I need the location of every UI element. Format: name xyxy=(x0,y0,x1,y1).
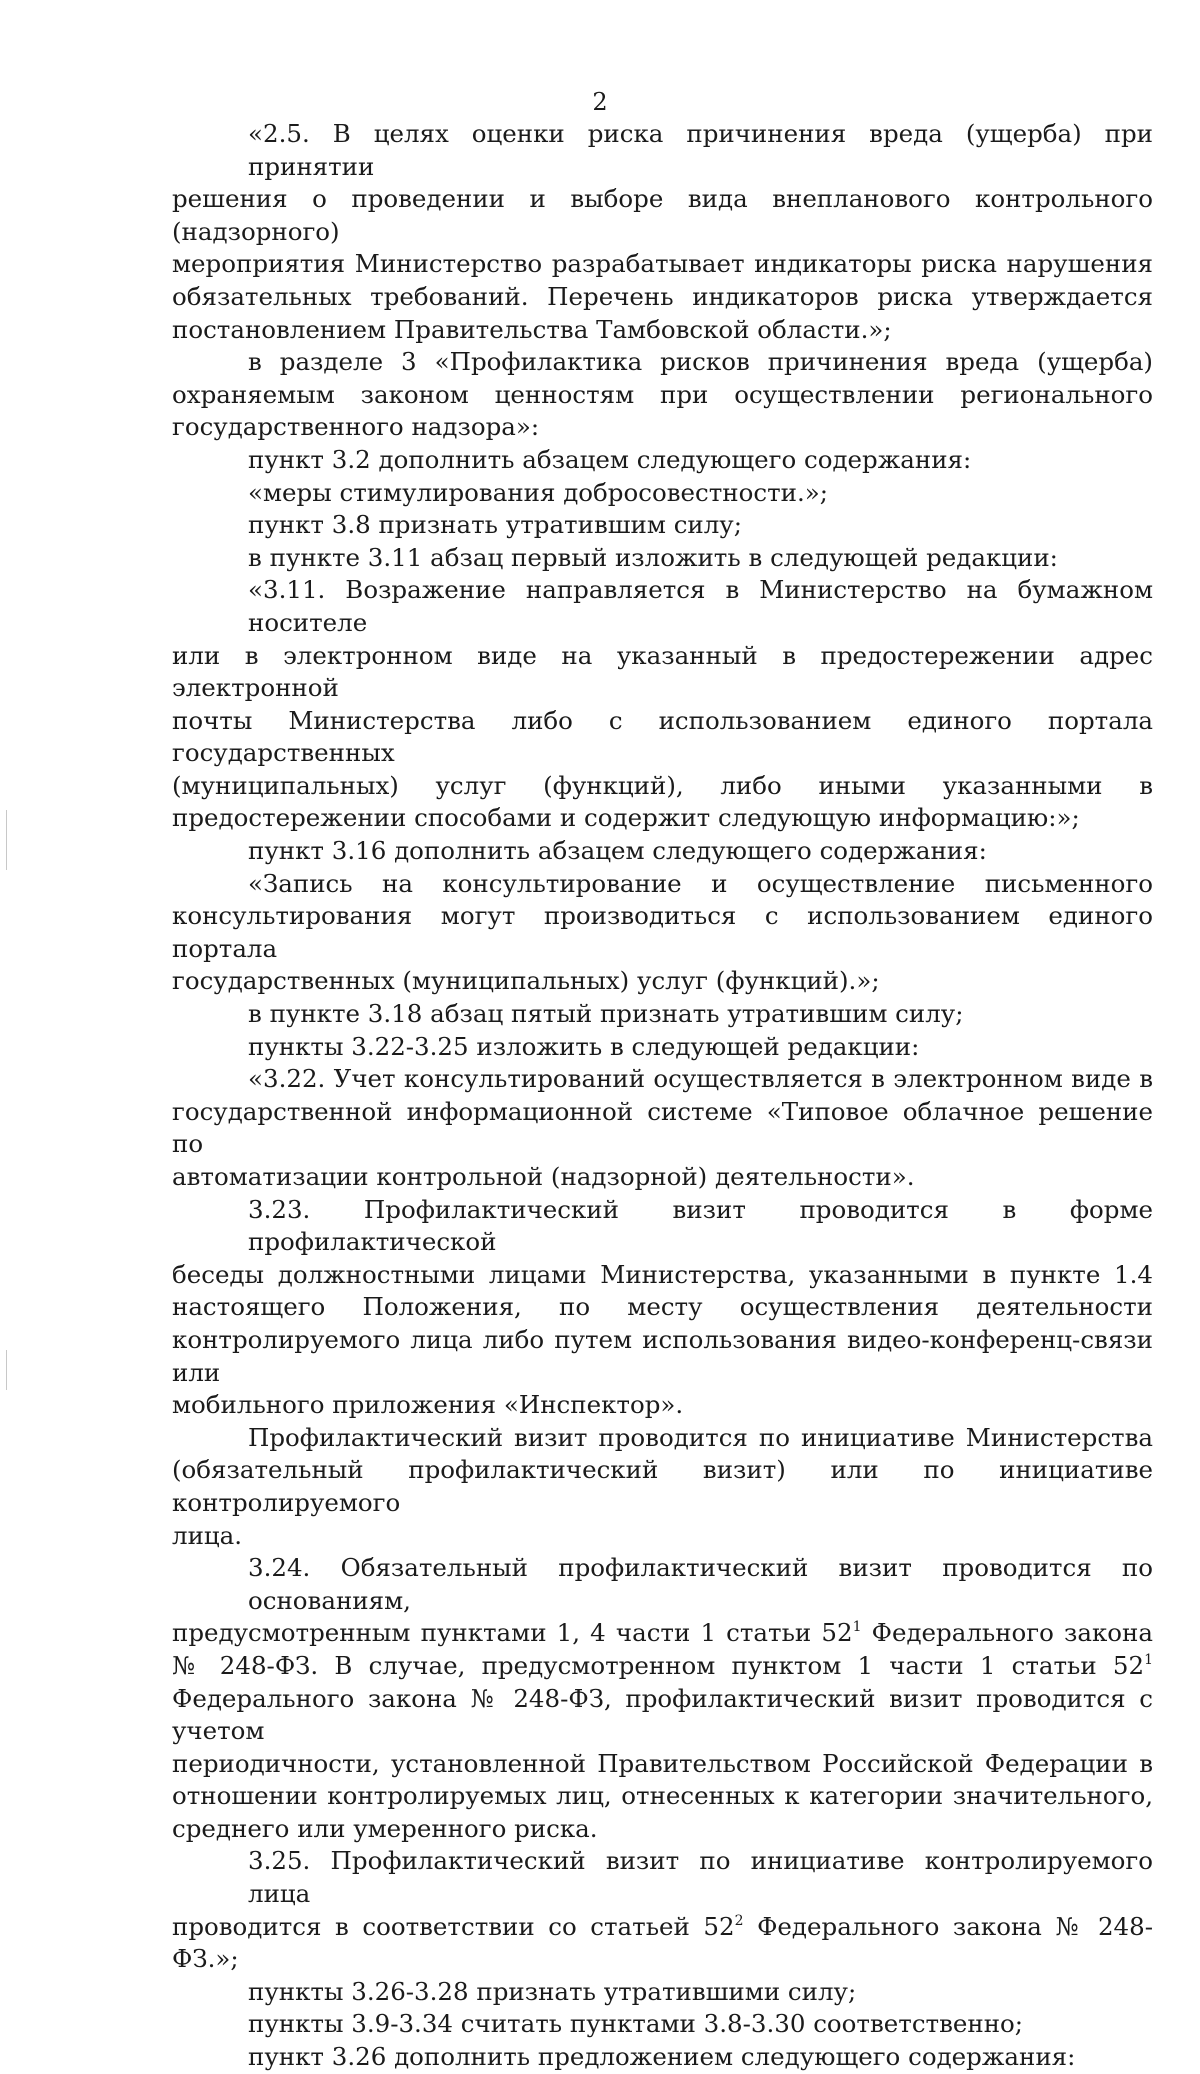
text-line: в разделе 3 «Профилактика рисков причинения вреда (ущерба) xyxy=(248,347,1153,377)
text-fragment: № 248-ФЗ. В случае, предусмотренном пунктом 1 части 1 статьи 52 xyxy=(172,1650,1145,1680)
text-line: Федерального закона № 248-ФЗ, профилактический визит проводится с учетом xyxy=(172,1683,1153,1746)
text-line: «меры стимулирования добросовестности.»; xyxy=(248,477,828,507)
text-line: отношении контролируемых лиц, отнесенных к категории значительного, xyxy=(172,1781,1153,1811)
text-line: автоматизации контрольной (надзорной) деятельности». xyxy=(172,1162,915,1191)
text-line: в пункте 3.11 абзац первый изложить в следующей редакции: xyxy=(248,542,1058,572)
text-line: «3.11. Возражение направляется в Министерство на бумажном носителе xyxy=(248,575,1153,637)
text-line xyxy=(172,1911,1153,1976)
text-line: настоящего Положения, по месту осуществления деятельности xyxy=(172,1292,1153,1322)
text-line: в пункте 3.18 абзац пятый признать утратившим силу; xyxy=(248,999,964,1029)
text-line: «3.22. Учет консультирований осуществляется в электронном виде в xyxy=(248,1064,1153,1094)
text-line: Профилактический визит проводится по инициативе Министерства xyxy=(248,1422,1153,1452)
text-line: государственной информационной системе «Типовое облачное решение по xyxy=(172,1096,1153,1159)
text-line: «2.5. В целях оценки риска причинения вреда (ущерба) при принятии xyxy=(248,119,1153,181)
text-line: консультирования могут производиться с использованием единого портала xyxy=(172,901,1153,963)
text-line: лица. xyxy=(172,1520,243,1550)
text-line: мобильного приложения «Инспектор». xyxy=(172,1390,684,1420)
superscript: 2 xyxy=(734,1912,744,1929)
text-line: государственного надзора»: xyxy=(172,412,540,442)
text-line: пункт 3.16 дополнить абзацем следующего содержания: xyxy=(248,836,987,866)
text-fragment: проводится в соответствии со статьей 52 xyxy=(172,1911,735,1941)
document-body xyxy=(172,118,1153,2074)
text-line: обязательных требований. Перечень индикаторов риска утверждается xyxy=(172,281,1153,311)
text-fragment: Федерального закона № 248-ФЗ.»; xyxy=(172,1911,1153,1974)
text-line: периодичности, установленной Правительством Российской Федерации в xyxy=(172,1748,1153,1778)
superscript: 1 xyxy=(1144,1651,1153,1668)
text-line: почты Министерства либо с использованием единого портала государственных xyxy=(172,705,1153,768)
text-line: контролируемого лица либо путем использования видео-конференц-связи или xyxy=(172,1324,1153,1387)
text-fragment: Федерального закона xyxy=(861,1618,1153,1648)
text-line: решения о проведении и выборе вида внепланового контрольного (надзорного) xyxy=(172,184,1153,246)
text-line xyxy=(172,1650,1153,1683)
superscript: 1 xyxy=(852,1619,862,1636)
text-line: 3.24. Обязательный профилактический визит проводится по основаниям, xyxy=(248,1553,1153,1615)
page-number: 2 xyxy=(592,88,608,116)
text-line: государственных (муниципальных) услуг (функций).»; xyxy=(172,966,880,996)
text-line: беседы должностными лицами Министерства, указанными в пункте 1.4 xyxy=(172,1259,1153,1289)
text-line xyxy=(172,1617,1153,1650)
text-line: пункт 3.26 дополнить предложением следующего содержания: xyxy=(248,2042,1076,2072)
text-fragment: предусмотренным пунктами 1, 4 части 1 статьи 52 xyxy=(172,1618,853,1648)
text-line: охраняемым законом ценностям при осуществлении регионального xyxy=(172,379,1153,409)
text-line: 3.23. Профилактический визит проводится в форме профилактической xyxy=(248,1194,1153,1257)
text-line: мероприятия Министерство разрабатывает индикаторы риска нарушения xyxy=(172,249,1153,279)
text-line: пункт 3.2 дополнить абзацем следующего содержания: xyxy=(248,444,972,474)
text-line: среднего или умеренного риска. xyxy=(172,1813,598,1843)
text-line: пункты 3.26-3.28 признать утратившими силу; xyxy=(248,1976,857,2006)
scan-edge-mark xyxy=(6,810,7,870)
scan-edge-mark xyxy=(6,1350,7,1390)
text-line: или в электронном виде на указанный в предостережении адрес электронной xyxy=(172,640,1153,703)
text-line: (обязательный профилактический визит) или по инициативе контролируемого xyxy=(172,1455,1153,1517)
text-line: предостережении способами и содержит следующую информацию:»; xyxy=(172,803,1080,833)
text-line: пункт 3.8 признать утратившим силу; xyxy=(248,510,742,540)
text-line: постановлением Правительства Тамбовской области.»; xyxy=(172,314,892,344)
text-line: (муниципальных) услуг (функций), либо иными указанными в xyxy=(172,770,1153,800)
text-line: пункты 3.9-3.34 считать пунктами 3.8-3.30 соответственно; xyxy=(248,2009,1024,2039)
text-line: «Запись на консультирование и осуществление письменного xyxy=(248,868,1153,898)
text-line: пункты 3.22-3.25 изложить в следующей редакции: xyxy=(248,1031,920,1061)
text-line: 3.25. Профилактический визит по инициативе контролируемого лица xyxy=(248,1846,1153,1909)
